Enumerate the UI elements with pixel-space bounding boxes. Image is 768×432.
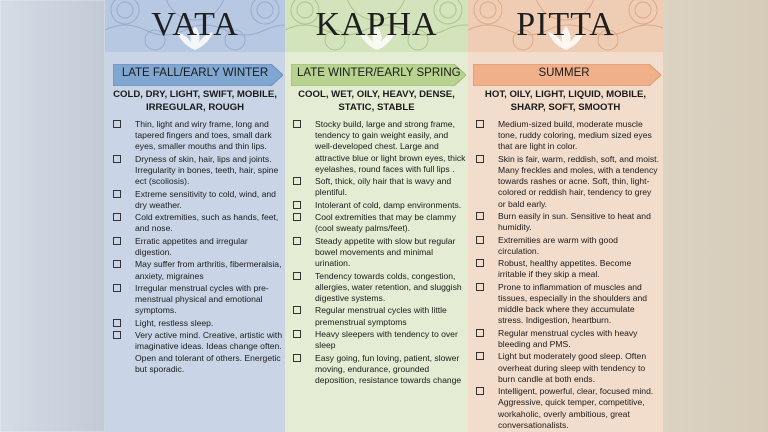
list-item: Regular menstrual cycles with little premenstrual symptoms	[291, 305, 466, 327]
pitta-qualities: HOT, OILY, LIGHT, LIQUID, MOBILE, SHARP, SOFT, SMOOTH	[484, 89, 647, 113]
list-item: Easy going, fun loving, patient, slower moving, endurance, grounded deposition, resistance towards change	[291, 353, 466, 387]
list-item: Erratic appetites and irregular digestion.	[111, 236, 283, 258]
vata-column	[105, 0, 285, 432]
kapha-header	[285, 0, 468, 52]
checkbox-icon	[476, 329, 484, 337]
list-item: Robust, healthy appetites. Become irritable if they skip a meal.	[474, 258, 661, 280]
pitta-season: SUMMER	[538, 67, 590, 79]
list-item: Regular menstrual cycles with heavy bleeding and PMS.	[474, 328, 661, 350]
kapha-trait-list	[291, 119, 466, 387]
kapha-season-arrow	[291, 64, 466, 86]
checkbox-icon	[476, 236, 484, 244]
list-item: Steady appetite with slow but regular bowel movements and minimal urination.	[291, 236, 466, 270]
checkbox-icon	[113, 213, 121, 221]
kapha-season: LATE WINTER/EARLY SPRING	[297, 67, 461, 79]
checkbox-icon	[113, 331, 121, 339]
pitta-column	[468, 0, 663, 432]
pitta-trait-list	[474, 119, 661, 432]
pitta-header	[468, 0, 663, 52]
list-item: Light, restless sleep.	[111, 318, 283, 329]
checkbox-icon	[293, 354, 301, 362]
checkbox-icon	[293, 330, 301, 338]
checkbox-icon	[293, 177, 301, 185]
list-item: Stocky build, large and strong frame, tendency to gain weight easily, and well-developed chest. Large and attractive blue or light brown eyes, thick eyelashes, round faces with full lips .	[291, 119, 466, 175]
blurred-background-right	[663, 0, 768, 432]
list-item: Dryness of skin, hair, lips and joints. Irregularity in bones, teeth, hair, spine ect (scoliosis).	[111, 154, 283, 188]
checkbox-icon	[293, 213, 301, 221]
list-item: Intelligent, powerful, clear, focused mind. Aggressive, quick temper, competitive, workaholic, overly ambitious, great conversationalists.	[474, 386, 661, 431]
blurred-background-left	[0, 0, 105, 432]
list-item: May suffer from arthritis, fibermeralsia, anxiety, migraines	[111, 259, 283, 281]
checkbox-icon	[293, 201, 301, 209]
checkbox-icon	[113, 190, 121, 198]
list-item: Extreme sensitivity to cold, wind, and dry weather.	[111, 189, 283, 211]
checkbox-icon	[113, 319, 121, 327]
list-item: Very active mind. Creative, artistic with imaginative ideas. Ideas change often. Open and tolerant of others. Energetic but sporadic.	[111, 330, 283, 375]
checkbox-icon	[293, 272, 301, 280]
list-item: Prone to inflammation of muscles and tissues, especially in the shoulders and middle back where they accumulate stress. Indigestion, heartburn.	[474, 282, 661, 327]
checkbox-icon	[476, 120, 484, 128]
kapha-title: KAPHA	[315, 6, 438, 43]
checkbox-icon	[476, 155, 484, 163]
pitta-season-arrow	[473, 64, 661, 86]
list-item: Soft, thick, oily hair that is wavy and plentiful.	[291, 176, 466, 198]
checkbox-icon	[113, 260, 121, 268]
checkbox-icon	[293, 120, 301, 128]
vata-season: LATE FALL/EARLY WINTER	[121, 67, 269, 79]
vata-qualities: COLD, DRY, LIGHT, SWIFT, MOBILE, IRREGULAR, ROUGH	[113, 89, 277, 113]
list-item: Irregular menstrual cycles with pre-menstrual physical and emotional symptoms.	[111, 283, 283, 317]
list-item: Light but moderately good sleep. Often overheat during sleep with tendency to burn candle at both ends.	[474, 351, 661, 385]
list-item: Thin, light and wiry frame, long and tapered fingers and toes, small dark eyes, smaller mouths and thin lips.	[111, 119, 283, 153]
checkbox-icon	[476, 283, 484, 291]
list-item: Medium-sized build, moderate muscle tone, ruddy coloring, medium sized eyes that are light in color.	[474, 119, 661, 153]
checkbox-icon	[113, 284, 121, 292]
checkbox-icon	[476, 387, 484, 395]
kapha-column	[285, 0, 468, 432]
list-item: Cool extremities that may be clammy (cool sweaty palms/feet).	[291, 212, 466, 234]
list-item: Intolerant of cold, damp environments.	[291, 200, 466, 211]
pitta-title: PITTA	[516, 6, 615, 43]
checkbox-icon	[113, 155, 121, 163]
vata-season-arrow	[113, 64, 283, 86]
checkbox-icon	[293, 237, 301, 245]
vata-trait-list	[111, 119, 283, 376]
list-item: Burn easily in sun. Sensitive to heat and humidity.	[474, 211, 661, 233]
list-item: Tendency towards colds, congestion, allergies, water retention, and sluggish digestive systems.	[291, 271, 466, 305]
checkbox-icon	[476, 352, 484, 360]
checkbox-icon	[476, 259, 484, 267]
list-item: Extremities are warm with good circulation.	[474, 235, 661, 257]
list-item: Skin is fair, warm, reddish, soft, and moist. Many freckles and moles, with a tendency towards rashes or acne. Soft, thin, light-colored or reddish hair, tendency to grey or bald early.	[474, 154, 661, 210]
checkbox-icon	[293, 306, 301, 314]
checkbox-icon	[476, 212, 484, 220]
kapha-qualities: COOL, WET, OILY, HEAVY, DENSE, STATIC, STABLE	[298, 89, 455, 113]
list-item: Cold extremities, such as hands, feet, and nose.	[111, 212, 283, 234]
vata-title: VATA	[151, 6, 239, 43]
vata-header	[105, 0, 285, 52]
checkbox-icon	[113, 120, 121, 128]
list-item: Heavy sleepers with tendency to over sleep	[291, 329, 466, 351]
checkbox-icon	[113, 237, 121, 245]
